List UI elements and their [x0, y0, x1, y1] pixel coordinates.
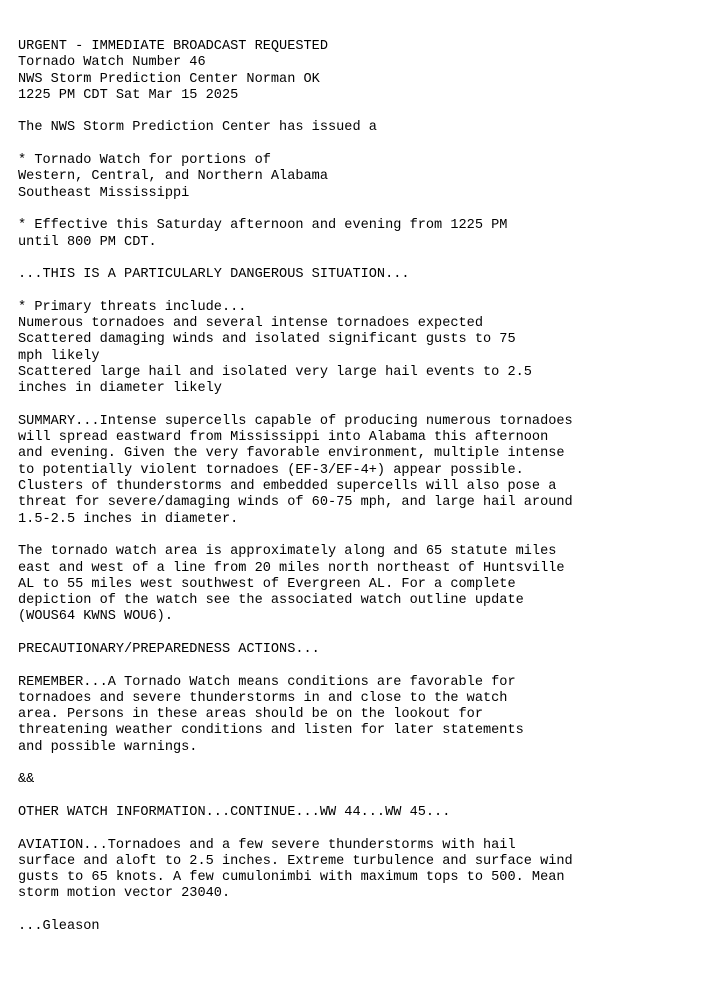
blank-line [18, 251, 726, 267]
blank-line [18, 626, 726, 642]
watch-area-line: depiction of the watch see the associated watch outline update [18, 593, 524, 609]
summary-line: and evening. Given the very favorable environment, multiple intense [18, 446, 565, 462]
aviation-line: surface and aloft to 2.5 inches. Extreme turbulence and surface wind [18, 853, 573, 869]
blank-line [18, 756, 726, 772]
watch-area-line: east and west of a line from 20 miles north northeast of Huntsville [18, 560, 565, 576]
threats-lead-line: * Primary threats include... [18, 299, 247, 315]
intro-line: The NWS Storm Prediction Center has issued a [18, 120, 377, 136]
threat-line: Scattered large hail and isolated very large hail events to 2.5 [18, 364, 532, 380]
threat-line: Scattered damaging winds and isolated significant gusts to 75 [18, 332, 516, 348]
blank-line [18, 202, 726, 218]
blank-line [18, 283, 726, 299]
effective-line-1: * Effective this Saturday afternoon and evening from 1225 PM [18, 218, 508, 234]
aviation-line: gusts to 65 knots. A few cumulonimbi with maximum tops to 500. Mean [18, 870, 565, 886]
summary-line: Clusters of thunderstorms and embedded supercells will also pose a [18, 479, 557, 495]
remember-line: REMEMBER...A Tornado Watch means conditions are favorable for [18, 674, 516, 690]
summary-line: to potentially violent tornadoes (EF-3/EF-4+) appear possible. [18, 462, 524, 478]
area-line-alabama: Western, Central, and Northern Alabama [18, 169, 328, 185]
blank-line [18, 104, 726, 120]
effective-line-2: until 800 PM CDT. [18, 234, 157, 250]
aviation-line: AVIATION...Tornadoes and a few severe thunderstorms with hail [18, 837, 516, 853]
blank-line [18, 903, 726, 919]
summary-line: will spread eastward from Mississippi into Alabama this afternoon [18, 430, 549, 446]
blank-line [18, 528, 726, 544]
separator-line: && [18, 772, 35, 788]
watch-number-line: Tornado Watch Number 46 [18, 55, 206, 71]
areas-lead-line: * Tornado Watch for portions of [18, 153, 271, 169]
signature-line: ...Gleason [18, 919, 100, 935]
remember-line: and possible warnings. [18, 739, 198, 755]
blank-line [18, 137, 726, 153]
issued-time-line: 1225 PM CDT Sat Mar 15 2025 [18, 87, 239, 103]
aviation-line: storm motion vector 23040. [18, 886, 231, 902]
watch-area-line: The tornado watch area is approximately along and 65 statute miles [18, 544, 557, 560]
threat-line: inches in diameter likely [18, 381, 222, 397]
blank-line [18, 789, 726, 805]
watch-area-line: (WOUS64 KWNS WOU6). [18, 609, 173, 625]
summary-line: threat for severe/damaging winds of 60-75 mph, and large hail around [18, 495, 573, 511]
other-watch-line: OTHER WATCH INFORMATION...CONTINUE...WW 44...WW 45... [18, 804, 451, 820]
issuer-line: NWS Storm Prediction Center Norman OK [18, 71, 320, 87]
watch-area-line: AL to 55 miles west southwest of Evergreen AL. For a complete [18, 576, 516, 592]
pds-line: ...THIS IS A PARTICULARLY DANGEROUS SITUATION... [18, 267, 410, 283]
blank-line [18, 658, 726, 674]
remember-line: area. Persons in these areas should be on the lookout for [18, 707, 483, 723]
area-line-mississippi: Southeast Mississippi [18, 185, 190, 201]
precautionary-heading: PRECAUTIONARY/PREPAREDNESS ACTIONS... [18, 641, 320, 657]
summary-line: 1.5-2.5 inches in diameter. [18, 511, 239, 527]
threat-line: Numerous tornadoes and several intense tornadoes expected [18, 316, 483, 332]
threat-line: mph likely [18, 348, 100, 364]
blank-line [18, 398, 726, 414]
remember-line: threatening weather conditions and listen for later statements [18, 723, 524, 739]
urgency-line: URGENT - IMMEDIATE BROADCAST REQUESTED [18, 39, 328, 54]
summary-line: SUMMARY...Intense supercells capable of producing numerous tornadoes [18, 413, 573, 429]
remember-line: tornadoes and severe thunderstorms in and close to the watch [18, 690, 508, 706]
blank-line [18, 821, 726, 837]
